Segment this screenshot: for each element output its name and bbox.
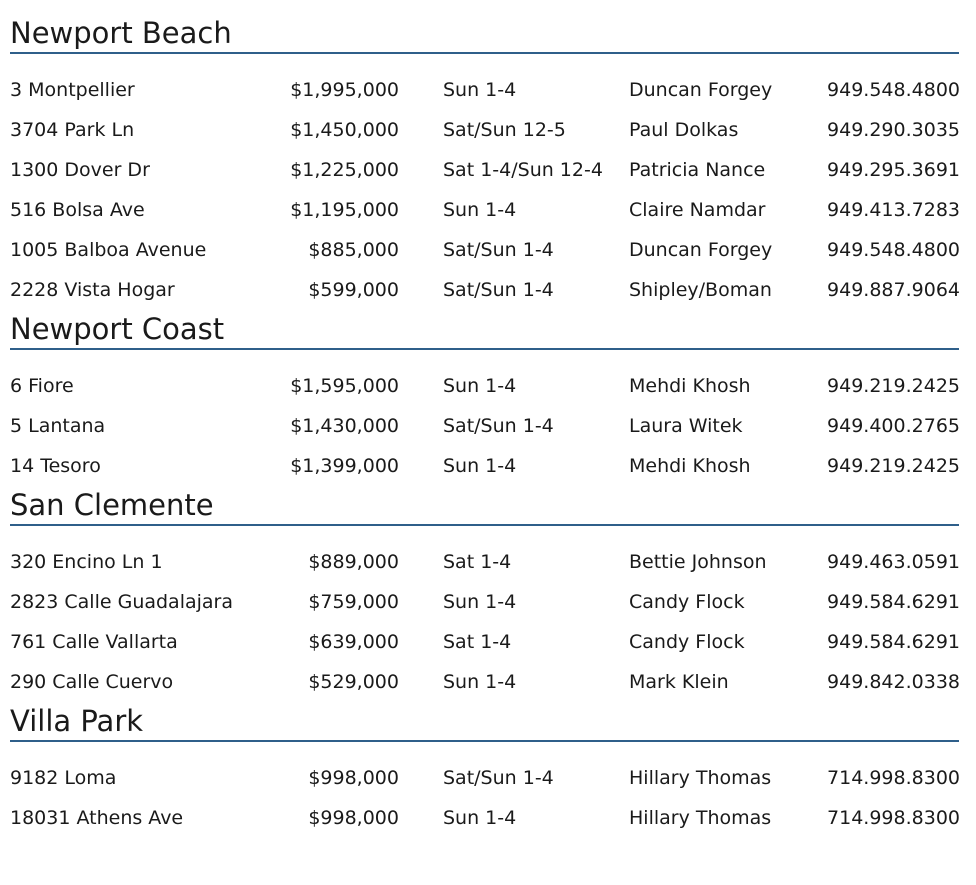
listing-price: $1,195,000 bbox=[290, 199, 399, 221]
listing-row bbox=[10, 542, 960, 582]
listing-agent: Bettie Johnson bbox=[629, 551, 767, 573]
listing-phone: 949.584.6291 bbox=[827, 591, 960, 613]
listing-open-time: Sun 1-4 bbox=[443, 671, 517, 693]
listing-agent: Hillary Thomas bbox=[629, 767, 772, 789]
listing-phone: 949.584.6291 bbox=[827, 631, 960, 653]
listing-open-time: Sun 1-4 bbox=[443, 79, 517, 101]
section-title: Newport Beach bbox=[10, 16, 232, 50]
listing-rows bbox=[10, 54, 960, 310]
listing-agent: Shipley/Boman bbox=[629, 279, 772, 301]
listing-phone: 949.463.0591 bbox=[827, 551, 960, 573]
listing-address: 516 Bolsa Ave bbox=[10, 199, 145, 221]
listing-agent: Duncan Forgey bbox=[629, 79, 773, 101]
listing-price: $599,000 bbox=[308, 279, 399, 301]
listing-open-time: Sat 1-4/Sun 12-4 bbox=[443, 159, 603, 181]
listing-price: $1,995,000 bbox=[290, 79, 399, 101]
listing-address: 3704 Park Ln bbox=[10, 119, 135, 141]
listing-open-time: Sat/Sun 1-4 bbox=[443, 279, 554, 301]
listing-open-time: Sun 1-4 bbox=[443, 199, 517, 221]
listing-section bbox=[10, 702, 960, 838]
listing-agent: Patricia Nance bbox=[629, 159, 766, 181]
listing-row bbox=[10, 446, 960, 486]
listing-address: 2823 Calle Guadalajara bbox=[10, 591, 233, 613]
listing-address: 1300 Dover Dr bbox=[10, 159, 150, 181]
listing-address: 18031 Athens Ave bbox=[10, 807, 184, 829]
listing-address: 3 Montpellier bbox=[10, 79, 135, 101]
listing-open-time: Sat/Sun 1-4 bbox=[443, 415, 554, 437]
listing-agent: Candy Flock bbox=[629, 591, 745, 613]
listing-phone: 949.219.2425 bbox=[827, 375, 960, 397]
listing-row bbox=[10, 150, 960, 190]
listing-price: $1,450,000 bbox=[290, 119, 399, 141]
section-title: San Clemente bbox=[10, 488, 214, 522]
listing-row bbox=[10, 582, 960, 622]
listing-section bbox=[10, 310, 960, 486]
listing-phone: 714.998.8300 bbox=[827, 807, 960, 829]
listing-row bbox=[10, 230, 960, 270]
listing-phone: 949.219.2425 bbox=[827, 455, 960, 477]
listing-address: 9182 Loma bbox=[10, 767, 117, 789]
listing-price: $759,000 bbox=[308, 591, 399, 613]
listing-address: 761 Calle Vallarta bbox=[10, 631, 178, 653]
listing-rows bbox=[10, 742, 960, 838]
listing-address: 320 Encino Ln 1 bbox=[10, 551, 163, 573]
listing-phone: 949.887.9064 bbox=[827, 279, 960, 301]
listing-open-time: Sun 1-4 bbox=[443, 375, 517, 397]
listing-agent: Mehdi Khosh bbox=[629, 455, 751, 477]
listing-phone: 949.400.2765 bbox=[827, 415, 960, 437]
listing-agent: Candy Flock bbox=[629, 631, 745, 653]
listing-row bbox=[10, 662, 960, 702]
listing-address: 2228 Vista Hogar bbox=[10, 279, 175, 301]
listing-open-time: Sun 1-4 bbox=[443, 455, 517, 477]
listing-row bbox=[10, 270, 960, 310]
listing-row bbox=[10, 190, 960, 230]
listing-phone: 949.290.3035 bbox=[827, 119, 960, 141]
listing-row bbox=[10, 622, 960, 662]
listing-open-time: Sat/Sun 1-4 bbox=[443, 239, 554, 261]
listing-price: $529,000 bbox=[308, 671, 399, 693]
listing-open-time: Sat/Sun 12-5 bbox=[443, 119, 566, 141]
listing-price: $639,000 bbox=[308, 631, 399, 653]
listing-price: $998,000 bbox=[308, 807, 399, 829]
listing-price: $1,430,000 bbox=[290, 415, 399, 437]
listing-agent: Laura Witek bbox=[629, 415, 743, 437]
listing-section bbox=[10, 486, 960, 702]
listing-open-time: Sun 1-4 bbox=[443, 807, 517, 829]
listing-agent: Mehdi Khosh bbox=[629, 375, 751, 397]
listing-address: 1005 Balboa Avenue bbox=[10, 239, 207, 261]
listing-address: 290 Calle Cuervo bbox=[10, 671, 174, 693]
section-title: Villa Park bbox=[10, 704, 144, 738]
listing-price: $1,399,000 bbox=[290, 455, 399, 477]
listing-row bbox=[10, 70, 960, 110]
section-title: Newport Coast bbox=[10, 312, 225, 346]
listing-price: $1,595,000 bbox=[290, 375, 399, 397]
listing-address: 5 Lantana bbox=[10, 415, 106, 437]
listing-phone: 949.413.7283 bbox=[827, 199, 960, 221]
listing-phone: 714.998.8300 bbox=[827, 767, 960, 789]
listing-agent: Duncan Forgey bbox=[629, 239, 773, 261]
listing-rows bbox=[10, 350, 960, 486]
listing-open-time: Sat 1-4 bbox=[443, 631, 512, 653]
listing-row bbox=[10, 406, 960, 446]
listing-phone: 949.548.4800 bbox=[827, 239, 960, 261]
listing-phone: 949.548.4800 bbox=[827, 79, 960, 101]
listing-row bbox=[10, 366, 960, 406]
listing-rows bbox=[10, 526, 960, 702]
listing-address: 14 Tesoro bbox=[10, 455, 101, 477]
listing-phone: 949.842.0338 bbox=[827, 671, 960, 693]
listing-address: 6 Fiore bbox=[10, 375, 74, 397]
listing-section bbox=[10, 14, 960, 310]
listing-row bbox=[10, 758, 960, 798]
open-house-listings bbox=[10, 14, 960, 838]
listing-agent: Mark Klein bbox=[629, 671, 729, 693]
listing-row bbox=[10, 110, 960, 150]
listing-price: $1,225,000 bbox=[290, 159, 399, 181]
listing-row bbox=[10, 798, 960, 838]
listing-open-time: Sat/Sun 1-4 bbox=[443, 767, 554, 789]
listing-price: $998,000 bbox=[308, 767, 399, 789]
listing-agent: Hillary Thomas bbox=[629, 807, 772, 829]
listing-agent: Paul Dolkas bbox=[629, 119, 739, 141]
listing-price: $889,000 bbox=[308, 551, 399, 573]
listing-price: $885,000 bbox=[308, 239, 399, 261]
listing-phone: 949.295.3691 bbox=[827, 159, 960, 181]
listing-open-time: Sat 1-4 bbox=[443, 551, 512, 573]
listing-open-time: Sun 1-4 bbox=[443, 591, 517, 613]
listing-agent: Claire Namdar bbox=[629, 199, 766, 221]
